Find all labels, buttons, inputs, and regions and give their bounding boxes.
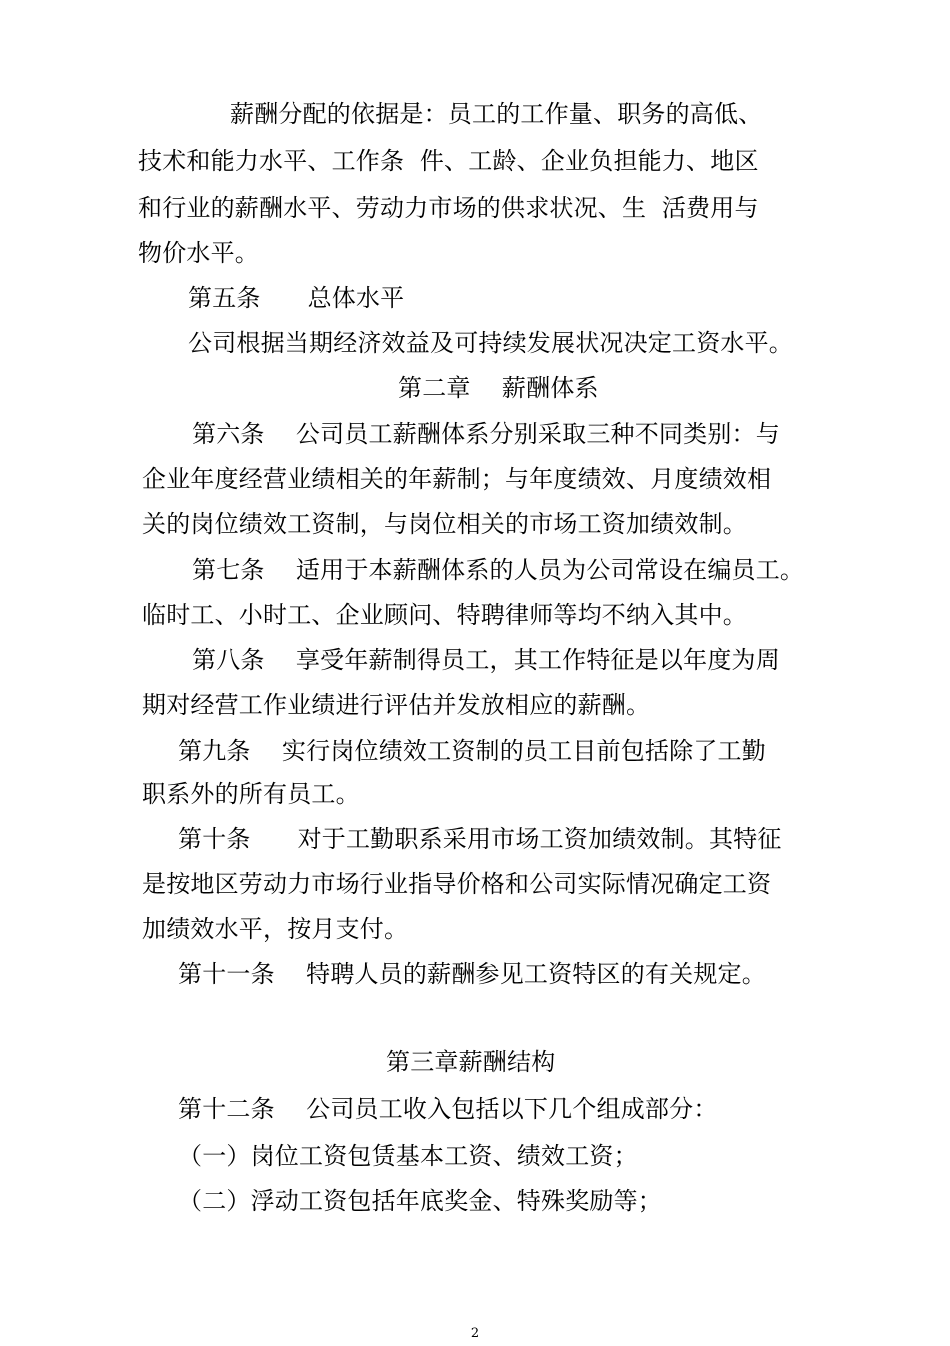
text-line: 技术和能力水平、工作条 件、工龄、企业负担能力、地区 bbox=[138, 147, 759, 175]
text-line: 薪酬分配的依据是：员工的工作量、职务的高低、 bbox=[230, 100, 763, 128]
text-line: 第十一条 特聘人员的薪酬参见工资特区的有关规定。 bbox=[178, 960, 766, 988]
list-item: （二）浮动工资包括年底奖金、特殊奖励等； bbox=[178, 1187, 662, 1215]
list-item: （一）岗位工资包赁基本工资、绩效工资； bbox=[178, 1142, 638, 1170]
text-line: 企业年度经营业绩相关的年薪制；与年度绩效、月度绩效相 bbox=[142, 465, 772, 493]
text-line: 期对经营工作业绩进行评估并发放相应的薪酬。 bbox=[142, 691, 651, 719]
text-line: 职系外的所有员工。 bbox=[142, 780, 360, 808]
text-line: 第六条 公司员工薪酬体系分别采取三种不同类别：与 bbox=[192, 420, 780, 448]
text-line: 第七条 适用于本薪酬体系的人员为公司常设在编员工。 bbox=[192, 556, 805, 584]
text-line: 第十条 对于工勤职系采用市场工资加绩效制。其特征 bbox=[178, 825, 782, 853]
text-line: 第八条 享受年薪制得员工，其工作特征是以年度为周 bbox=[192, 646, 780, 674]
text-line: 关的岗位绩效工资制，与岗位相关的市场工资加绩效制。 bbox=[142, 510, 747, 538]
text-line: 加绩效水平，按月支付。 bbox=[142, 915, 409, 943]
text-line: 公司根据当期经济效益及可持续发展状况决定工资水平。 bbox=[188, 329, 793, 357]
text-line: 和行业的薪酬水平、劳动力市场的供求状况、生 活费用与 bbox=[138, 194, 759, 222]
text-line: 是按地区劳动力市场行业指导价格和公司实际情况确定工资 bbox=[142, 870, 772, 898]
article-heading: 第五条 总体水平 bbox=[188, 284, 405, 312]
chapter-heading: 第三章薪酬结构 bbox=[386, 1048, 556, 1076]
chapter-heading: 第二章 薪酬体系 bbox=[398, 374, 599, 402]
text-line: 第九条 实行岗位绩效工资制的员工目前包括除了工勤 bbox=[178, 737, 766, 765]
text-line: 临时工、小时工、企业顾问、特聘律师等均不纳入其中。 bbox=[142, 601, 747, 629]
text-line: 物价水平。 bbox=[138, 239, 259, 267]
text-line: 第十二条 公司员工收入包括以下几个组成部分： bbox=[178, 1095, 718, 1123]
page-number: 2 bbox=[470, 1326, 480, 1341]
